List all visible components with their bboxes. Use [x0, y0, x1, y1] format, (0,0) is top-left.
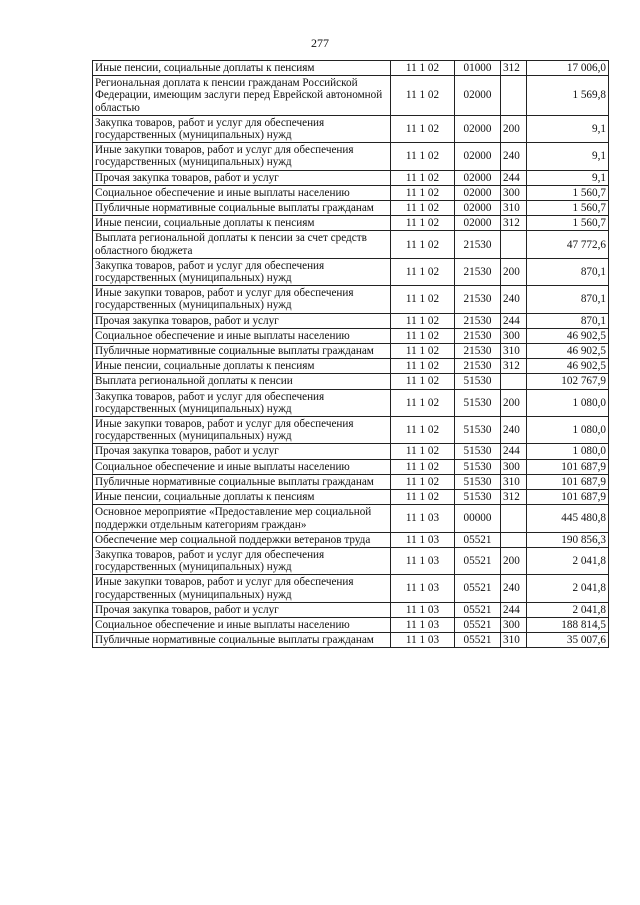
row-target-article-cell: 05521 [455, 633, 501, 648]
row-expense-type-cell: 310 [501, 633, 527, 648]
row-target-article-cell: 21530 [455, 344, 501, 359]
row-program-code-cell: 11 1 02 [391, 185, 455, 200]
row-amount-cell: 35 007,6 [527, 633, 609, 648]
table-row [93, 547, 609, 574]
row-program-code-cell: 11 1 02 [391, 313, 455, 328]
row-name-cell: Прочая закупка товаров, работ и услуг [93, 602, 391, 617]
row-amount-cell: 870,1 [527, 286, 609, 313]
row-name-cell: Обеспечение мер социальной поддержки ветеранов труда [93, 532, 391, 547]
row-target-article-cell: 51530 [455, 374, 501, 389]
row-amount-cell: 101 687,9 [527, 459, 609, 474]
row-name-cell: Закупка товаров, работ и услуг для обеспечения государственных (муниципальных) нужд [93, 115, 391, 142]
row-program-code-cell: 11 1 02 [391, 444, 455, 459]
row-target-article-cell: 51530 [455, 417, 501, 444]
row-expense-type-cell [501, 505, 527, 532]
table-row [93, 444, 609, 459]
row-expense-type-cell: 244 [501, 444, 527, 459]
row-expense-type-cell: 244 [501, 170, 527, 185]
row-name-cell: Иные пенсии, социальные доплаты к пенсиям [93, 216, 391, 231]
row-expense-type-cell: 300 [501, 459, 527, 474]
table-row [93, 328, 609, 343]
row-expense-type-cell: 300 [501, 617, 527, 632]
row-amount-cell: 1 560,7 [527, 216, 609, 231]
row-target-article-cell: 21530 [455, 328, 501, 343]
table-row [93, 201, 609, 216]
budget-table-body [93, 61, 609, 648]
row-amount-cell: 101 687,9 [527, 490, 609, 505]
row-expense-type-cell [501, 374, 527, 389]
row-expense-type-cell: 300 [501, 328, 527, 343]
row-amount-cell: 46 902,5 [527, 328, 609, 343]
row-amount-cell: 1 560,7 [527, 201, 609, 216]
row-program-code-cell: 11 1 02 [391, 286, 455, 313]
row-program-code-cell: 11 1 03 [391, 633, 455, 648]
row-target-article-cell: 21530 [455, 231, 501, 258]
table-row [93, 459, 609, 474]
row-target-article-cell: 02000 [455, 185, 501, 200]
row-target-article-cell: 05521 [455, 575, 501, 602]
row-amount-cell: 101 687,9 [527, 474, 609, 489]
table-row [93, 61, 609, 76]
table-row [93, 575, 609, 602]
row-program-code-cell: 11 1 03 [391, 532, 455, 547]
row-amount-cell: 2 041,8 [527, 602, 609, 617]
row-expense-type-cell: 312 [501, 216, 527, 231]
row-name-cell: Закупка товаров, работ и услуг для обеспечения государственных (муниципальных) нужд [93, 258, 391, 285]
row-target-article-cell: 00000 [455, 505, 501, 532]
row-target-article-cell: 51530 [455, 474, 501, 489]
row-target-article-cell: 02000 [455, 201, 501, 216]
row-expense-type-cell: 200 [501, 547, 527, 574]
row-amount-cell: 46 902,5 [527, 344, 609, 359]
table-row [93, 490, 609, 505]
row-target-article-cell: 05521 [455, 602, 501, 617]
row-target-article-cell: 21530 [455, 313, 501, 328]
row-expense-type-cell: 244 [501, 313, 527, 328]
row-expense-type-cell [501, 76, 527, 116]
row-program-code-cell: 11 1 02 [391, 344, 455, 359]
table-row [93, 474, 609, 489]
row-target-article-cell: 51530 [455, 444, 501, 459]
row-expense-type-cell: 310 [501, 201, 527, 216]
row-name-cell: Иные закупки товаров, работ и услуг для обеспечения государственных (муниципальных) нужд [93, 417, 391, 444]
row-amount-cell: 2 041,8 [527, 575, 609, 602]
row-name-cell: Иные пенсии, социальные доплаты к пенсиям [93, 359, 391, 374]
row-name-cell: Иные пенсии, социальные доплаты к пенсиям [93, 490, 391, 505]
row-target-article-cell: 02000 [455, 216, 501, 231]
row-name-cell: Иные закупки товаров, работ и услуг для обеспечения государственных (муниципальных) нужд [93, 286, 391, 313]
table-row [93, 115, 609, 142]
row-target-article-cell: 21530 [455, 286, 501, 313]
row-program-code-cell: 11 1 02 [391, 459, 455, 474]
row-expense-type-cell: 240 [501, 286, 527, 313]
row-amount-cell: 1 560,7 [527, 185, 609, 200]
row-expense-type-cell [501, 231, 527, 258]
row-amount-cell: 1 080,0 [527, 389, 609, 416]
row-name-cell: Социальное обеспечение и иные выплаты населению [93, 328, 391, 343]
row-target-article-cell: 51530 [455, 459, 501, 474]
table-row [93, 389, 609, 416]
row-program-code-cell: 11 1 02 [391, 328, 455, 343]
row-program-code-cell: 11 1 02 [391, 170, 455, 185]
row-expense-type-cell: 312 [501, 359, 527, 374]
row-name-cell: Прочая закупка товаров, работ и услуг [93, 313, 391, 328]
row-amount-cell: 9,1 [527, 170, 609, 185]
row-program-code-cell: 11 1 02 [391, 115, 455, 142]
row-name-cell: Региональная доплата к пенсии гражданам Российской Федерации, имеющим заслуги перед Еврейской автономной областью [93, 76, 391, 116]
page-number: 277 [311, 36, 329, 50]
row-expense-type-cell: 310 [501, 474, 527, 489]
table-row [93, 617, 609, 632]
row-program-code-cell: 11 1 02 [391, 474, 455, 489]
table-row [93, 359, 609, 374]
row-expense-type-cell: 200 [501, 389, 527, 416]
row-amount-cell: 1 569,8 [527, 76, 609, 116]
row-program-code-cell: 11 1 03 [391, 602, 455, 617]
row-target-article-cell: 21530 [455, 359, 501, 374]
row-amount-cell: 870,1 [527, 313, 609, 328]
row-name-cell: Публичные нормативные социальные выплаты гражданам [93, 474, 391, 489]
row-name-cell: Прочая закупка товаров, работ и услуг [93, 444, 391, 459]
table-row [93, 505, 609, 532]
row-program-code-cell: 11 1 02 [391, 143, 455, 170]
row-target-article-cell: 02000 [455, 76, 501, 116]
row-amount-cell: 2 041,8 [527, 547, 609, 574]
row-expense-type-cell: 240 [501, 575, 527, 602]
row-target-article-cell: 05521 [455, 532, 501, 547]
row-name-cell: Иные закупки товаров, работ и услуг для обеспечения государственных (муниципальных) нужд [93, 575, 391, 602]
row-program-code-cell: 11 1 02 [391, 389, 455, 416]
table-row [93, 76, 609, 116]
budget-table [92, 60, 609, 648]
row-program-code-cell: 11 1 03 [391, 505, 455, 532]
row-program-code-cell: 11 1 02 [391, 76, 455, 116]
row-name-cell: Выплата региональной доплаты к пенсии [93, 374, 391, 389]
row-name-cell: Публичные нормативные социальные выплаты гражданам [93, 201, 391, 216]
row-expense-type-cell: 240 [501, 417, 527, 444]
table-row [93, 313, 609, 328]
row-program-code-cell: 11 1 02 [391, 374, 455, 389]
row-program-code-cell: 11 1 02 [391, 490, 455, 505]
row-program-code-cell: 11 1 03 [391, 617, 455, 632]
table-row [93, 258, 609, 285]
row-amount-cell: 870,1 [527, 258, 609, 285]
row-target-article-cell: 05521 [455, 617, 501, 632]
table-row [93, 633, 609, 648]
row-amount-cell: 17 006,0 [527, 61, 609, 76]
row-name-cell: Выплата региональной доплаты к пенсии за счет средств областного бюджета [93, 231, 391, 258]
row-amount-cell: 9,1 [527, 143, 609, 170]
row-name-cell: Социальное обеспечение и иные выплаты населению [93, 185, 391, 200]
table-row [93, 170, 609, 185]
row-amount-cell: 102 767,9 [527, 374, 609, 389]
row-expense-type-cell: 200 [501, 258, 527, 285]
row-expense-type-cell: 300 [501, 185, 527, 200]
table-row [93, 532, 609, 547]
row-name-cell: Основное мероприятие «Предоставление мер социальной поддержки отдельным категориям граждан» [93, 505, 391, 532]
row-amount-cell: 46 902,5 [527, 359, 609, 374]
row-target-article-cell: 51530 [455, 490, 501, 505]
row-program-code-cell: 11 1 03 [391, 575, 455, 602]
row-program-code-cell: 11 1 03 [391, 547, 455, 574]
row-amount-cell: 190 856,3 [527, 532, 609, 547]
row-expense-type-cell: 312 [501, 61, 527, 76]
table-row [93, 286, 609, 313]
table-row [93, 185, 609, 200]
row-target-article-cell: 02000 [455, 170, 501, 185]
row-amount-cell: 445 480,8 [527, 505, 609, 532]
row-program-code-cell: 11 1 02 [391, 61, 455, 76]
row-name-cell: Закупка товаров, работ и услуг для обеспечения государственных (муниципальных) нужд [93, 547, 391, 574]
row-name-cell: Иные пенсии, социальные доплаты к пенсиям [93, 61, 391, 76]
row-target-article-cell: 01000 [455, 61, 501, 76]
row-name-cell: Публичные нормативные социальные выплаты гражданам [93, 344, 391, 359]
row-amount-cell: 1 080,0 [527, 417, 609, 444]
table-row [93, 374, 609, 389]
row-amount-cell: 9,1 [527, 115, 609, 142]
row-program-code-cell: 11 1 02 [391, 417, 455, 444]
row-expense-type-cell [501, 532, 527, 547]
row-name-cell: Публичные нормативные социальные выплаты гражданам [93, 633, 391, 648]
row-program-code-cell: 11 1 02 [391, 359, 455, 374]
row-program-code-cell: 11 1 02 [391, 258, 455, 285]
row-target-article-cell: 05521 [455, 547, 501, 574]
table-row [93, 143, 609, 170]
row-name-cell: Прочая закупка товаров, работ и услуг [93, 170, 391, 185]
row-name-cell: Закупка товаров, работ и услуг для обеспечения государственных (муниципальных) нужд [93, 389, 391, 416]
row-amount-cell: 1 080,0 [527, 444, 609, 459]
table-row [93, 417, 609, 444]
row-target-article-cell: 21530 [455, 258, 501, 285]
row-program-code-cell: 11 1 02 [391, 216, 455, 231]
row-program-code-cell: 11 1 02 [391, 201, 455, 216]
row-name-cell: Иные закупки товаров, работ и услуг для обеспечения государственных (муниципальных) нужд [93, 143, 391, 170]
table-row [93, 216, 609, 231]
row-expense-type-cell: 312 [501, 490, 527, 505]
row-target-article-cell: 51530 [455, 389, 501, 416]
row-program-code-cell: 11 1 02 [391, 231, 455, 258]
row-expense-type-cell: 244 [501, 602, 527, 617]
row-amount-cell: 47 772,6 [527, 231, 609, 258]
row-target-article-cell: 02000 [455, 143, 501, 170]
table-row [93, 344, 609, 359]
row-name-cell: Социальное обеспечение и иные выплаты населению [93, 617, 391, 632]
row-expense-type-cell: 240 [501, 143, 527, 170]
row-name-cell: Социальное обеспечение и иные выплаты населению [93, 459, 391, 474]
row-expense-type-cell: 200 [501, 115, 527, 142]
row-expense-type-cell: 310 [501, 344, 527, 359]
row-amount-cell: 188 814,5 [527, 617, 609, 632]
table-row [93, 602, 609, 617]
row-target-article-cell: 02000 [455, 115, 501, 142]
table-row [93, 231, 609, 258]
